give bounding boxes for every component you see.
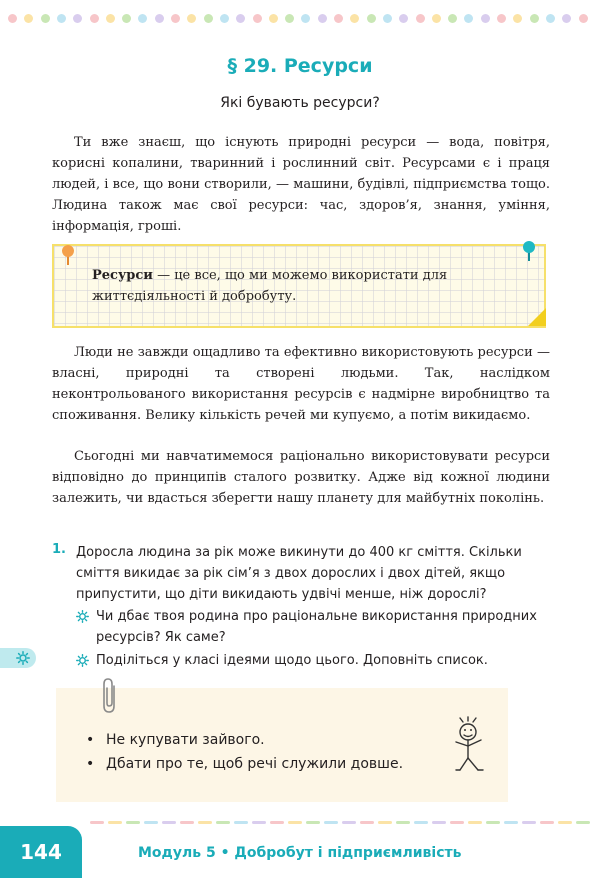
decorative-dash (540, 821, 554, 824)
list-item: • Не купувати зайвого. (86, 728, 403, 752)
decorative-dash (558, 821, 572, 824)
definition-body: — це все, що ми можемо використати для життєдіяльності й добробуту. (92, 268, 448, 304)
decorative-dot (432, 14, 441, 23)
sun-icon (76, 654, 89, 667)
decorative-dot (220, 14, 229, 23)
decorative-dot (155, 14, 164, 23)
decorative-dot (530, 14, 539, 23)
decorative-dot (562, 14, 571, 23)
sun-icon (16, 651, 30, 665)
decorative-dot (122, 14, 131, 23)
section-subtitle: Які бувають ресурси? (220, 95, 380, 111)
decorative-dot (350, 14, 359, 23)
decorative-dot (8, 14, 17, 23)
decorative-dash (162, 821, 176, 824)
decorative-dot (285, 14, 294, 23)
decorative-dash (306, 821, 320, 824)
pushpin-icon (67, 256, 69, 265)
decorative-dot (57, 14, 66, 23)
intro-paragraph: Ти вже знаєш, що існують природні ресурси — вода, повітря, корисні копалини, тваринний і рослинний світ. Ресурсами є і праця людей, і все, що вони створили, — машини, будівлі, підприємства тощо. Людина також має свої ресурси: час, здоров’я, знання, уміння, інформація, гроші. (52, 135, 550, 234)
decorative-dash (504, 821, 518, 824)
decorative-dash (126, 821, 140, 824)
decorative-dash (216, 821, 230, 824)
decorative-dash-line (0, 821, 600, 825)
decorative-dot (464, 14, 473, 23)
task-number: 1. (52, 542, 66, 557)
pushpin-icon (62, 245, 74, 257)
page-number: 144 (20, 840, 62, 864)
stick-figure-icon (448, 716, 494, 776)
body-paragraph: Люди не завжди ощадливо та ефективно використовують ресурси — власні, природні та створені людьми. Так, наслідком неконтрольованого використання ресурсів є надмірне виробництво та споживання. Велику кількість речей ми купуємо, а потім викидаємо. (52, 345, 550, 423)
decorative-dot (481, 14, 490, 23)
decorative-dot (334, 14, 343, 23)
decorative-dash (576, 821, 590, 824)
decorative-dot (187, 14, 196, 23)
decorative-dot (24, 14, 33, 23)
decorative-dot (204, 14, 213, 23)
body-paragraph: Сьогодні ми навчатимемося раціонально використовувати ресурси відповідно до принципів сталого розвитку. Адже від кожної людини залежить, чи вдасться зберегти нашу планету для майбутніх поколінь. (52, 449, 550, 506)
decorative-dot (497, 14, 506, 23)
decorative-dash (108, 821, 122, 824)
sun-icon (76, 610, 89, 623)
decorative-dash (378, 821, 392, 824)
task-text: Доросла людина за рік може викинути до 400 кг сміття. Скільки сміття викидає за рік сім’я з двох дорослих і двох дітей, якщо припустити, що діти викидають удвічі менше, ніж дорослі? (76, 545, 522, 602)
decorative-dash (342, 821, 356, 824)
decorative-dash (450, 821, 464, 824)
pushpin-icon (523, 241, 535, 253)
decorative-dash (90, 821, 104, 824)
decorative-dash (324, 821, 338, 824)
decorative-dot (383, 14, 392, 23)
decorative-dot (236, 14, 245, 23)
page-fold-corner (528, 308, 546, 326)
decorative-dash (486, 821, 500, 824)
decorative-dot (513, 14, 522, 23)
decorative-dot (416, 14, 425, 23)
decorative-dash (468, 821, 482, 824)
decorative-dot (367, 14, 376, 23)
decorative-dot (41, 14, 50, 23)
activity-text: Поділіться у класі ідеями щодо цього. Доповніть список. (96, 653, 488, 668)
decorative-dash (360, 821, 374, 824)
decorative-dash (396, 821, 410, 824)
decorative-dash (144, 821, 158, 824)
pushpin-icon (528, 252, 530, 261)
decorative-dot (253, 14, 262, 23)
decorative-dot (90, 14, 99, 23)
decorative-dash (198, 821, 212, 824)
decorative-dash (288, 821, 302, 824)
decorative-dash (180, 821, 194, 824)
page-title: § 29. Ресурси (227, 55, 373, 77)
decorative-dot (171, 14, 180, 23)
decorative-dot (448, 14, 457, 23)
decorative-dot (269, 14, 278, 23)
decorative-dot (399, 14, 408, 23)
decorative-dash (234, 821, 248, 824)
decorative-dash (432, 821, 446, 824)
decorative-dots (8, 14, 592, 24)
decorative-dash (252, 821, 266, 824)
decorative-dot (106, 14, 115, 23)
module-title: Модуль 5 • Добробут і підприємливість (138, 845, 462, 861)
definition-text (92, 265, 532, 307)
decorative-dash (270, 821, 284, 824)
decorative-dash (522, 821, 536, 824)
decorative-dot (138, 14, 147, 23)
definition-term: Ресурси (92, 268, 153, 283)
paperclip-icon (100, 676, 120, 716)
decorative-dot (546, 14, 555, 23)
question-text: Чи дбає твоя родина про раціональне використання природних ресурсів? Як саме? (96, 609, 537, 645)
decorative-dash (414, 821, 428, 824)
decorative-dot (301, 14, 310, 23)
decorative-dot (579, 14, 588, 23)
ideas-list (86, 728, 403, 776)
decorative-dot (73, 14, 82, 23)
side-tab (0, 648, 36, 668)
list-item: • Дбати про те, щоб речі служили довше. (86, 752, 403, 776)
decorative-dot (318, 14, 327, 23)
